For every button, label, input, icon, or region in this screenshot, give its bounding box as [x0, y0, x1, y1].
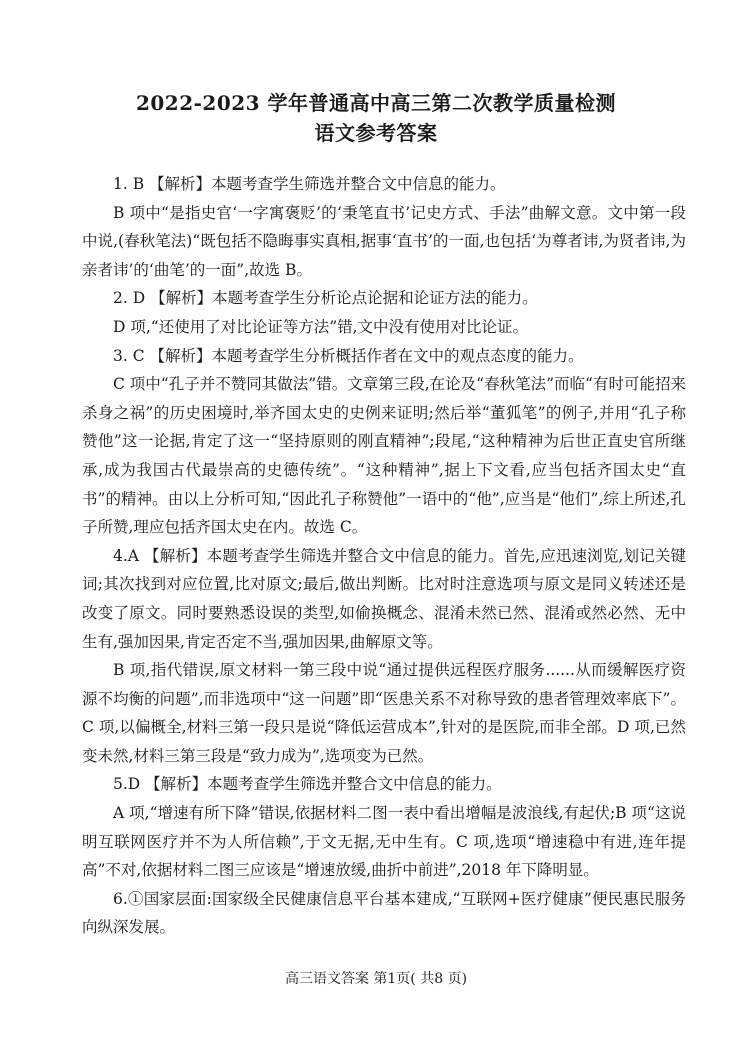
answer-paragraph: B 项中“是指史官‘一字寓褒贬’的‘秉笔直书’记史方式、手法”曲解文意。文中第一段中说,(春秋笔法)“既包括不隐晦事实真相,据事‘直书’的一面,也包括‘为尊者讳,为贤者讳,为亲者讳’的‘曲笔’的一面”,故选 B。 — [82, 203, 686, 279]
answer-paragraph: 6.①国家层面:国家级全民健康信息平台基本建成,“互联网+医疗健康”便民惠民服务向纵深发展。 — [82, 889, 686, 937]
answer-paragraph: 1. B 【解析】本题考查学生筛选并整合文中信息的能力。 — [113, 175, 506, 193]
answer-paragraph: A 项,“增速有所下降”错误,依据材料二图一表中看出增幅是波浪线,有起伏;B 项“这说明互联网医疗并不为人所信赖”,于文无据,无中生有。C 项,选项“增速稳中有进,连年提高”不对,依据材料二图三应该是“增速放缓,曲折中前进”,2018 年下降明显。 — [82, 804, 686, 880]
answer-paragraph: 2. D 【解析】本题考查学生分析论点论据和论证方法的能力。 — [113, 289, 538, 308]
answer-paragraph: 3. C 【解析】本题考查学生分析概括作者在文中的观点态度的能力。 — [113, 346, 584, 365]
answer-paragraph: D 项,“还使用了对比论证等方法”错,文中没有使用对比论证。 — [113, 317, 529, 336]
answer-paragraph: B 项,指代错误,原文材料一第三段中说“通过提供远程医疗服务......从而缓解医疗资源不均衡的问题”,而非选项中“这一问题”即“医患关系不对称导致的患者管理效率底下”。C 项,以偏概全,材料三第一段只是说“降低运营成本”,针对的是医院,而非全部。D 项,已然变未然,材料三第三段是“致力成为”,选项变为已然。 — [82, 661, 686, 765]
answer-paragraph: 4.A 【解析】本题考查学生筛选并整合文中信息的能力。首先,应迅速浏览,划记关键词;其次找到对应位置,比对原文;最后,做出判断。比对时注意选项与原文是同义转述还是改变了原文。同时要熟悉设误的类型,如偷换概念、混淆未然已然、混淆或然必然、无中生有,强加因果,肯定否定不当,强加因果,曲解原文等。 — [82, 546, 686, 651]
answer-paragraph: C 项中“孔子并不赞同其做法”错。文章第三段,在论及“春秋笔法”而临“有时可能招来杀身之祸”的历史困境时,举齐国太史的史例来证明;然后举“董狐笔”的例子,并用“孔子称赞他”这一论据,肯定了这一“坚持原则的刚直精神”;段尾,“这种精神为后世正直史官所继承,成为我国古代最崇高的史德传统”。“这种精神”,据上下文看,应当包括齐国太史“直书”的精神。由以上分析可知,“因此孔子称赞他”一语中的“他”,应当是“他们”,综上所述,孔子所赞,理应包括齐国太史在内。故选 C。 — [82, 375, 686, 537]
page-title: 2022-2023 学年普通高中高三第二次教学质量检测 — [135, 91, 617, 115]
answer-paragraph: 5.D 【解析】本题考查学生筛选并整合文中信息的能力。 — [113, 775, 502, 794]
page-footer: 高三语文答案 第1页( 共8 页) — [284, 971, 468, 987]
answer-content — [82, 170, 686, 942]
page-subtitle: 语文参考答案 — [314, 121, 438, 145]
